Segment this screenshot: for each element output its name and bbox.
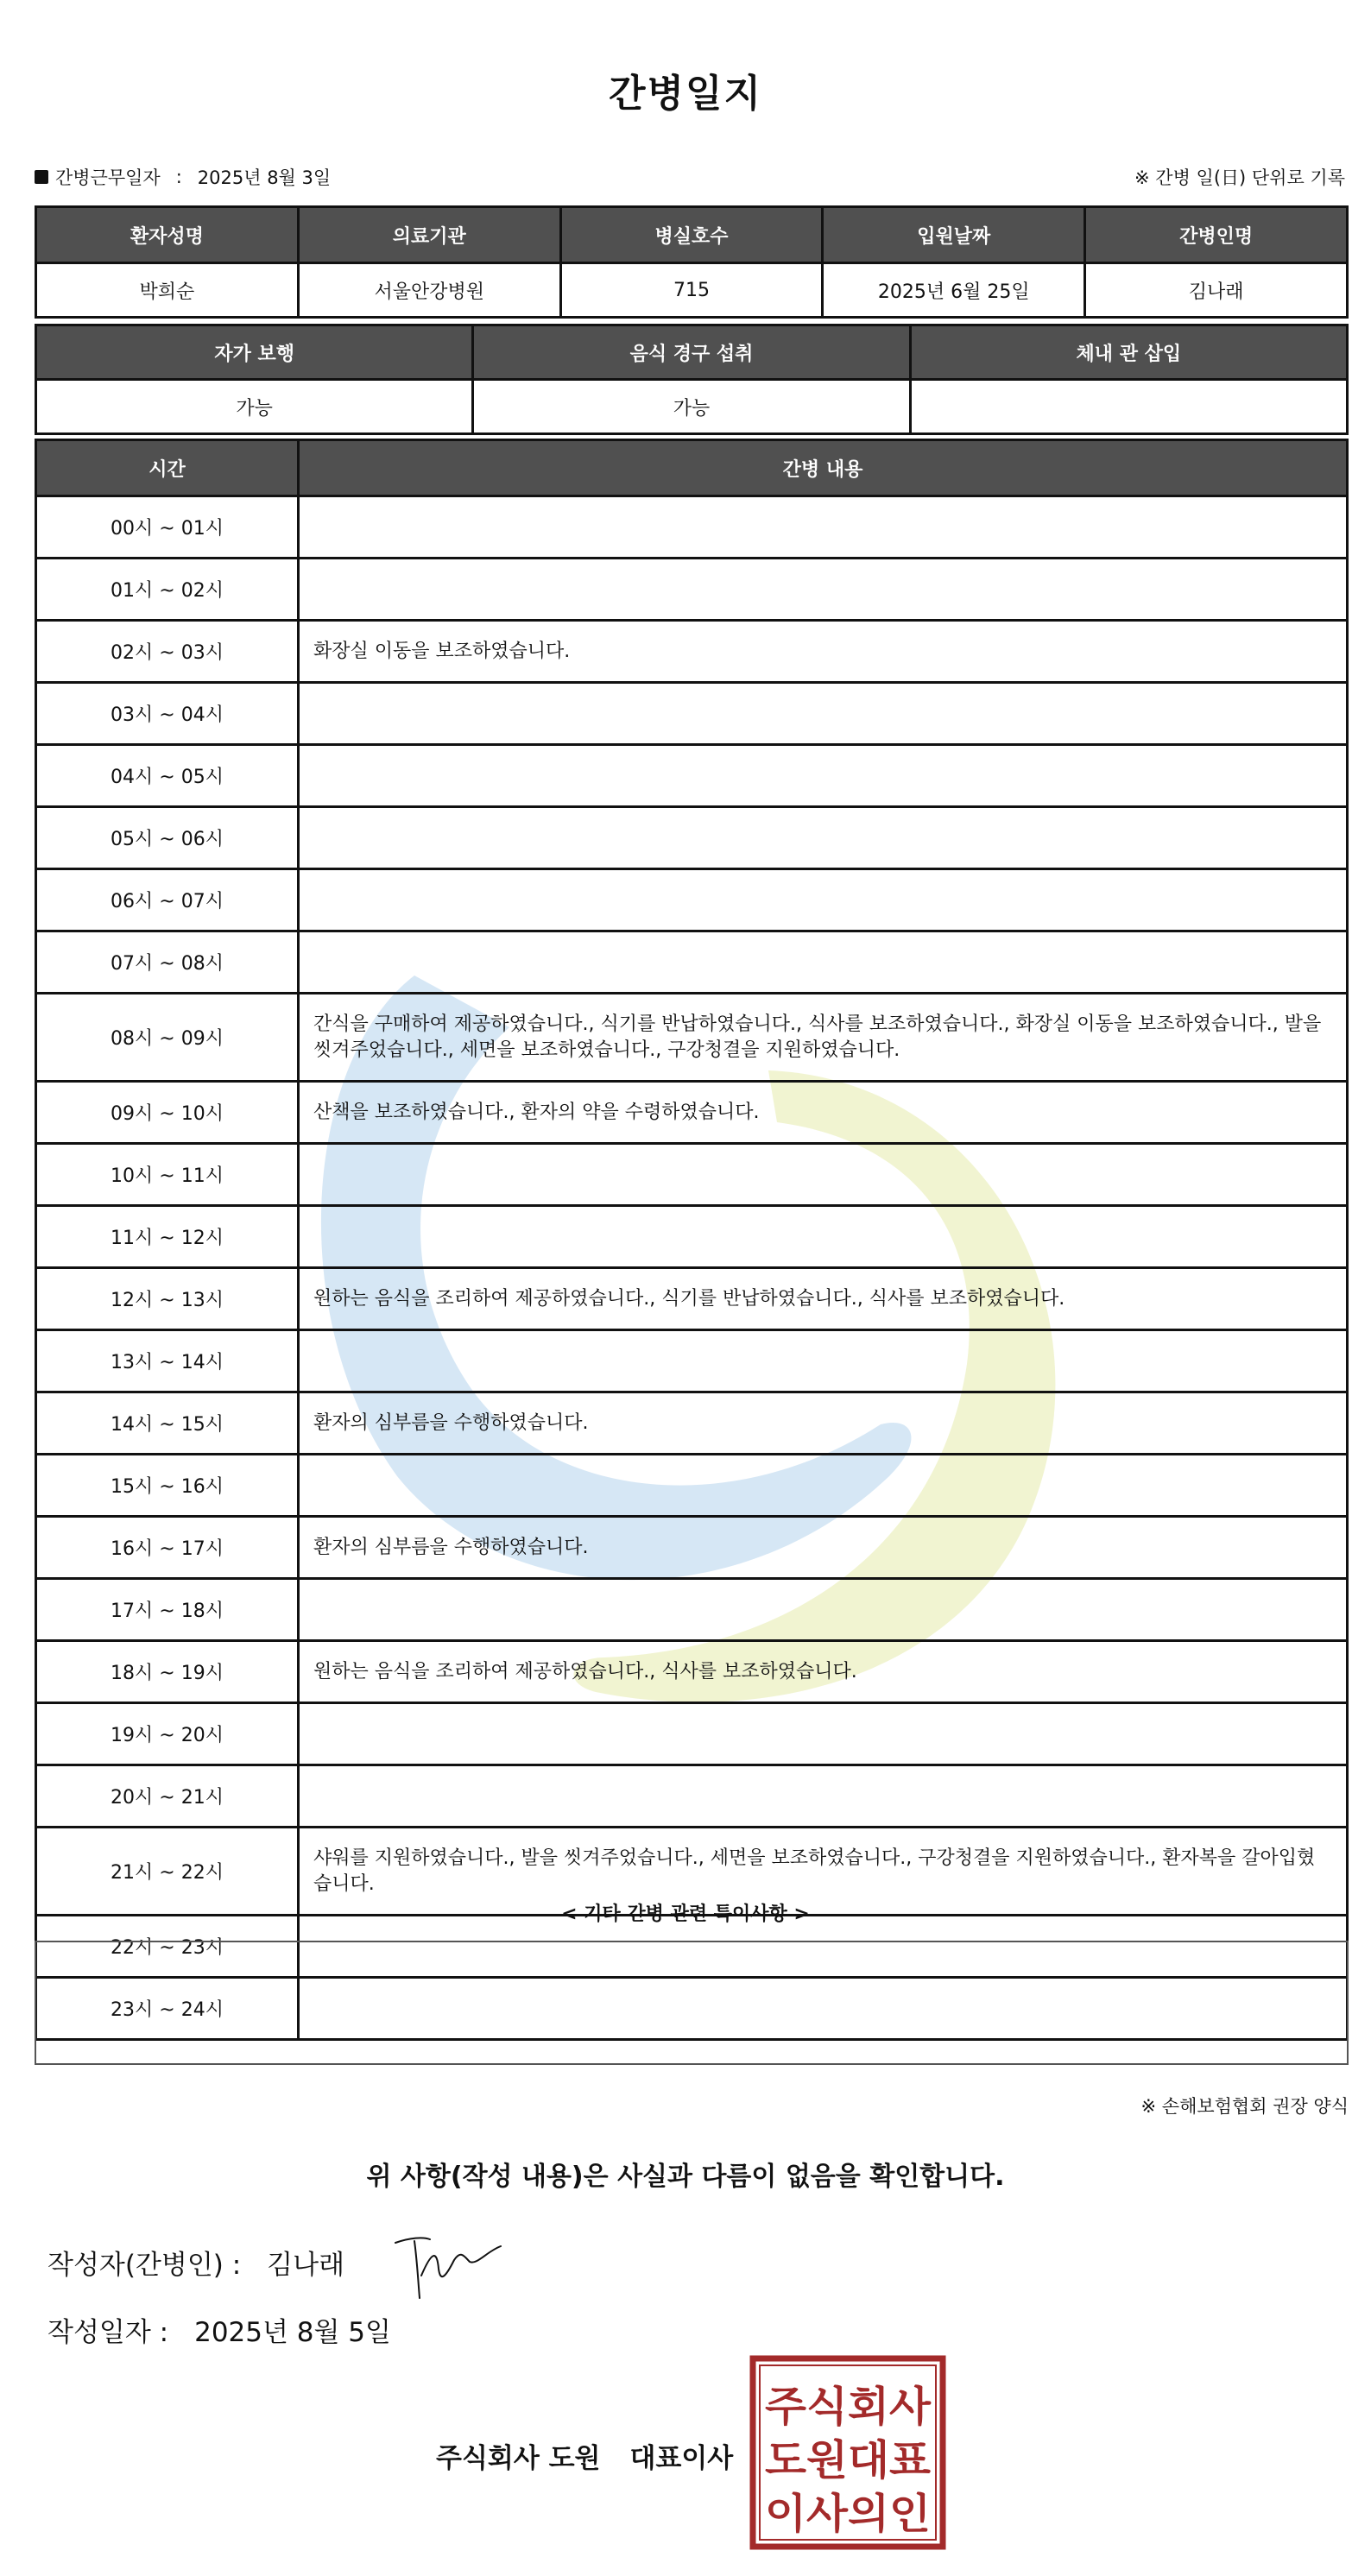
time-slot: 04시 ~ 05시 bbox=[36, 745, 299, 807]
special-notes-title: < 기타 간병 관련 특이사항 > bbox=[561, 1904, 810, 1925]
care-log-row bbox=[36, 1703, 1348, 1765]
header-caregiver: 간병인명 bbox=[1085, 207, 1348, 263]
care-log-row bbox=[36, 1330, 1348, 1392]
written-date-label: 작성일자 : bbox=[47, 2317, 169, 2348]
company-seal-stamp bbox=[749, 2355, 946, 2550]
time-slot: 15시 ~ 16시 bbox=[36, 1455, 299, 1517]
patient-status-table bbox=[35, 324, 1349, 435]
writer-line bbox=[47, 2243, 344, 2282]
patient-info-table bbox=[35, 205, 1349, 319]
time-slot: 16시 ~ 17시 bbox=[36, 1517, 299, 1579]
time-slot: 08시 ~ 09시 bbox=[36, 994, 299, 1082]
care-log-table bbox=[35, 439, 1349, 2041]
care-log-row bbox=[36, 1765, 1348, 1828]
walking-status: 가능 bbox=[36, 380, 473, 434]
room-number: 715 bbox=[560, 263, 823, 318]
header-institution: 의료기관 bbox=[298, 207, 560, 263]
care-log-row bbox=[36, 1579, 1348, 1641]
time-slot: 01시 ~ 02시 bbox=[36, 559, 299, 621]
care-content: 샤워를 지원하였습니다., 발을 씻겨주었습니다., 세면을 보조하였습니다., 구강청결을 지원하였습니다., 환자복을 갈아입혔습니다. bbox=[299, 1828, 1348, 1916]
care-log-row bbox=[36, 1517, 1348, 1579]
work-date bbox=[35, 164, 331, 190]
care-content: 산책을 보조하였습니다., 환자의 약을 수령하였습니다. bbox=[299, 1082, 1348, 1144]
work-date-separator: : bbox=[175, 167, 182, 187]
time-slot: 22시 ~ 23시 bbox=[36, 1916, 299, 1978]
work-date-label: 간병근무일자 bbox=[55, 167, 161, 188]
care-log-row bbox=[36, 1206, 1348, 1268]
company-line bbox=[436, 2436, 733, 2475]
time-slot: 05시 ~ 06시 bbox=[36, 807, 299, 869]
time-slot: 21시 ~ 22시 bbox=[36, 1828, 299, 1916]
header-room: 병실호수 bbox=[560, 207, 823, 263]
time-slot: 00시 ~ 01시 bbox=[36, 496, 299, 559]
care-content bbox=[299, 1330, 1348, 1392]
time-slot: 23시 ~ 24시 bbox=[36, 1978, 299, 2040]
signature-image bbox=[389, 2226, 518, 2303]
care-content bbox=[299, 683, 1348, 745]
care-content bbox=[299, 931, 1348, 994]
special-notes-box bbox=[35, 1941, 1349, 2065]
oral-intake-status: 가능 bbox=[473, 380, 910, 434]
care-content bbox=[299, 1144, 1348, 1206]
care-content bbox=[299, 1765, 1348, 1828]
care-content: 원하는 음식을 조리하여 제공하였습니다., 식기를 반납하였습니다., 식사를 보조하였습니다. bbox=[299, 1268, 1348, 1330]
care-log-row bbox=[36, 559, 1348, 621]
care-log-row bbox=[36, 931, 1348, 994]
caregiver-name: 김나래 bbox=[1085, 263, 1348, 318]
header-admission-date: 입원날짜 bbox=[823, 207, 1085, 263]
confirmation-text: 위 사항(작성 내용)은 사실과 다름이 없음을 확인합니다. bbox=[366, 2162, 1005, 2192]
care-log-row bbox=[36, 1082, 1348, 1144]
care-content bbox=[299, 1703, 1348, 1765]
unit-note: ※ 간병 일(日) 단위로 기록 bbox=[1134, 167, 1345, 188]
header-oral-intake: 음식 경구 섭취 bbox=[473, 325, 910, 380]
writer-name: 김나래 bbox=[267, 2250, 345, 2281]
header-patient-name: 환자성명 bbox=[36, 207, 299, 263]
time-slot: 17시 ~ 18시 bbox=[36, 1579, 299, 1641]
document-title: 간병일지 bbox=[608, 72, 762, 116]
care-content bbox=[299, 1206, 1348, 1268]
care-log-row bbox=[36, 1455, 1348, 1517]
care-content: 화장실 이동을 보조하였습니다. bbox=[299, 621, 1348, 683]
header-walking: 자가 보행 bbox=[36, 325, 473, 380]
care-log-row bbox=[36, 496, 1348, 559]
written-date-value: 2025년 8월 5일 bbox=[194, 2317, 391, 2348]
care-content bbox=[299, 807, 1348, 869]
time-slot: 10시 ~ 11시 bbox=[36, 1144, 299, 1206]
time-slot: 02시 ~ 03시 bbox=[36, 621, 299, 683]
time-slot: 06시 ~ 07시 bbox=[36, 869, 299, 931]
time-slot: 03시 ~ 04시 bbox=[36, 683, 299, 745]
time-slot: 12시 ~ 13시 bbox=[36, 1268, 299, 1330]
institution: 서울안강병원 bbox=[298, 263, 560, 318]
company-name: 주식회사 도원 bbox=[436, 2443, 601, 2474]
time-slot: 20시 ~ 21시 bbox=[36, 1765, 299, 1828]
recommend-note: ※ 손해보험협회 권장 양식 bbox=[1140, 2096, 1349, 2117]
header-time: 시간 bbox=[36, 440, 299, 496]
care-content: 환자의 심부름을 수행하였습니다. bbox=[299, 1392, 1348, 1455]
care-log-row bbox=[36, 745, 1348, 807]
care-log-row bbox=[36, 1641, 1348, 1703]
care-log-row bbox=[36, 994, 1348, 1082]
care-content: 원하는 음식을 조리하여 제공하였습니다., 식사를 보조하였습니다. bbox=[299, 1641, 1348, 1703]
header-tube: 체내 관 삽입 bbox=[910, 325, 1347, 380]
time-slot: 11시 ~ 12시 bbox=[36, 1206, 299, 1268]
care-log-row bbox=[36, 807, 1348, 869]
tube-status bbox=[910, 380, 1347, 434]
written-date-line bbox=[47, 2310, 391, 2349]
care-log-row bbox=[36, 621, 1348, 683]
time-slot: 07시 ~ 08시 bbox=[36, 931, 299, 994]
care-log-row bbox=[36, 1144, 1348, 1206]
care-log-row bbox=[36, 683, 1348, 745]
time-slot: 09시 ~ 10시 bbox=[36, 1082, 299, 1144]
care-content bbox=[299, 869, 1348, 931]
care-log-row bbox=[36, 869, 1348, 931]
care-content bbox=[299, 1455, 1348, 1517]
svg-text:도원대표: 도원대표 bbox=[765, 2436, 932, 2484]
care-content bbox=[299, 1579, 1348, 1641]
work-date-value: 2025년 8월 3일 bbox=[197, 167, 332, 188]
header-care-content: 간병 내용 bbox=[299, 440, 1348, 496]
time-slot: 13시 ~ 14시 bbox=[36, 1330, 299, 1392]
representative-title: 대표이사 bbox=[629, 2443, 734, 2474]
square-bullet-icon bbox=[35, 170, 48, 184]
care-content: 환자의 심부름을 수행하였습니다. bbox=[299, 1517, 1348, 1579]
care-content bbox=[299, 559, 1348, 621]
admission-date: 2025년 6월 25일 bbox=[823, 263, 1085, 318]
time-slot: 18시 ~ 19시 bbox=[36, 1641, 299, 1703]
care-log-row bbox=[36, 1392, 1348, 1455]
care-content bbox=[299, 745, 1348, 807]
care-content bbox=[299, 496, 1348, 559]
care-log-row bbox=[36, 1268, 1348, 1330]
writer-label: 작성자(간병인) : bbox=[47, 2250, 242, 2281]
time-slot: 14시 ~ 15시 bbox=[36, 1392, 299, 1455]
care-content: 간식을 구매하여 제공하였습니다., 식기를 반납하였습니다., 식사를 보조하였습니다., 화장실 이동을 보조하였습니다., 발을 씻겨주었습니다., 세면을 보조하였습니다., 구강청결을 지원하였습니다. bbox=[299, 994, 1348, 1082]
patient-name: 박희순 bbox=[36, 263, 299, 318]
svg-text:주식회사: 주식회사 bbox=[765, 2383, 932, 2431]
svg-text:이사의인: 이사의인 bbox=[765, 2490, 931, 2538]
time-slot: 19시 ~ 20시 bbox=[36, 1703, 299, 1765]
